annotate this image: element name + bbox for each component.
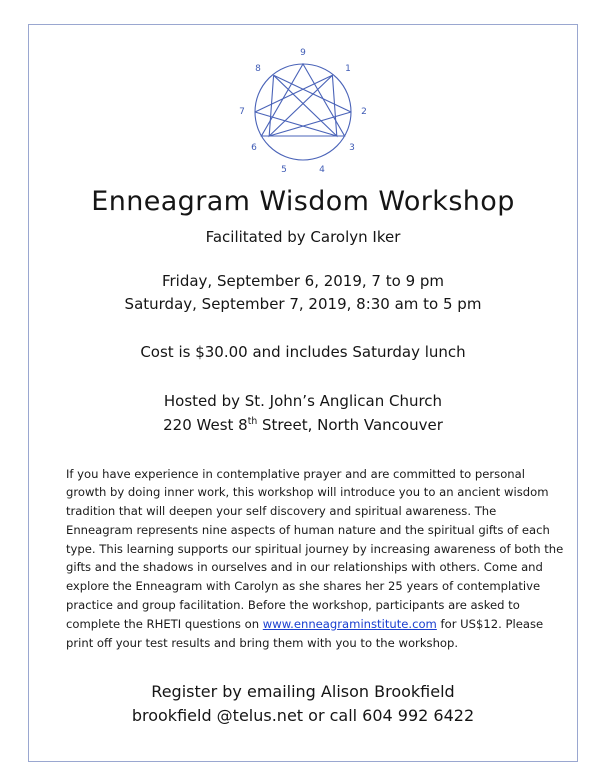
description-paragraph — [40, 465, 566, 653]
description-part-2: for US$12. Please print off your test results and bring them with you to the workshop. — [66, 616, 544, 650]
enneagram-number-6: 6 — [251, 143, 257, 153]
enneagram-symbol-icon — [228, 40, 378, 180]
enneagram-number-8: 8 — [255, 64, 261, 74]
enneagram-number-3: 3 — [349, 143, 355, 153]
enneagram-number-7: 7 — [239, 107, 245, 117]
registration-block — [40, 680, 566, 728]
page-title: Enneagram Wisdom Workshop — [91, 186, 515, 217]
cost-line: Cost is $30.00 and includes Saturday lunch — [140, 342, 466, 361]
enneagram-number-1: 1 — [345, 64, 351, 74]
host-name: Hosted by St. John’s Anglican Church — [163, 391, 443, 410]
enneagram-institute-link[interactable]: www.enneagraminstitute.com — [262, 616, 437, 631]
contact-line: brookfield @telus.net or call 604 992 6422 — [131, 706, 475, 726]
description-part-1: If you have experience in contemplative prayer and are committed to personal growth by doing inner work, this workshop will introduce you to an ancient wisdom tradition that will deepen your self discovery and spiritual awareness. The Enneagram represents nine aspects of human nature and the spiritual gifts of each type. This learning supports our spiritual journey by increasing awareness of both the gifts and the shadows in ourselves and in our relationships with others. Come and explore the Enneagram with Carolyn as she shares her 25 years of contemplative practice and group facilitation. Before the workshop, participants are asked to complete the RHETI questions on — [66, 466, 564, 631]
enneagram-number-2: 2 — [361, 107, 367, 117]
session-date-friday: Friday, September 6, 2019, 7 to 9 pm — [161, 272, 445, 290]
session-dates — [40, 270, 566, 317]
register-line: Register by emailing Alison Brookfield — [151, 682, 455, 702]
enneagram-number-9: 9 — [300, 48, 306, 58]
flyer-content — [40, 34, 566, 728]
session-date-saturday: Saturday, September 7, 2019, 8:30 am to 5 pm — [124, 295, 482, 314]
host-address-suffix: Street, North Vancouver — [257, 415, 443, 434]
facilitator-subtitle: Facilitated by Carolyn Iker — [205, 228, 401, 246]
host-address-ordinal: th — [247, 415, 258, 427]
host-block — [40, 389, 566, 437]
enneagram-number-4: 4 — [319, 165, 325, 175]
host-address — [40, 413, 566, 437]
host-address-prefix: 220 West 8 — [163, 415, 248, 434]
enneagram-logo — [40, 40, 566, 180]
enneagram-number-5: 5 — [281, 165, 287, 175]
